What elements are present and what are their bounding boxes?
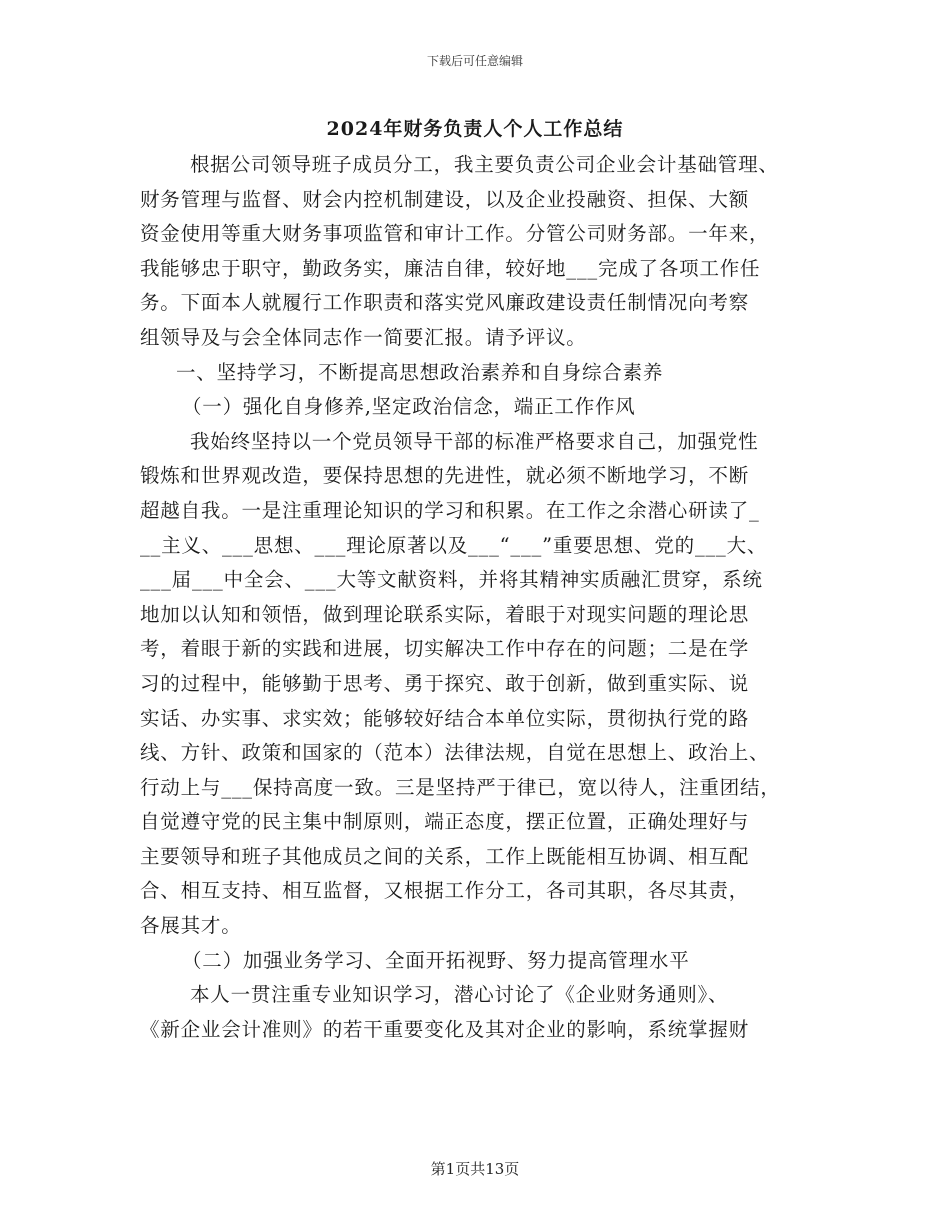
body-line: 组领导及与会全体同志作一简要汇报。请予评议。 <box>140 325 587 349</box>
header-note: 下载后可任意编辑 <box>426 54 523 68</box>
body-line: 务。下面本人就履行工作职责和落实党风廉政建设责任制情况向考察 <box>140 291 750 315</box>
body-line: 《新企业会计准则》的若干重要变化及其对企业的影响，系统掌握财 <box>140 1017 750 1041</box>
body-line: （二）加强业务学习、全面开拓视野、努力提高管理水平 <box>182 948 690 972</box>
body-line: 资金使用等重大财务事项监管和审计工作。分管公司财务部。一年来， <box>140 222 770 246</box>
body-line: （一）强化自身修养,坚定政治信念，端正工作作风 <box>182 395 636 419</box>
body-line: 合、相互支持、相互监督，又根据工作分工，各司其职，各尽其责， <box>140 879 750 903</box>
body-line: 线、方针、政策和国家的（范本）法律法规，自觉在思想上、政治上、 <box>140 741 770 765</box>
body-line: 我始终坚持以一个党员领导干部的标准严格要求自己，加强党性 <box>190 429 759 453</box>
document-body <box>140 148 820 1047</box>
body-line: 超越自我。一是注重理论知识的学习和积累。在工作之余潜心研读了_ <box>140 498 760 522</box>
page-number: 第1页共13页 <box>430 1160 520 1178</box>
body-line: 一、坚持学习，不断提高思想政治素养和自身综合素养 <box>176 360 664 384</box>
body-line: 行动上与___保持高度一致。三是坚持严于律已，宽以待人，注重团结， <box>140 775 781 799</box>
body-line: 实话、办实事、求实效；能够较好结合本单位实际，贯彻执行党的路 <box>140 706 750 730</box>
body-line: 本人一贯注重专业知识学习，潜心讨论了《企业财务通则》、 <box>190 983 729 1007</box>
body-line: ___届___中全会、___大等文献资料，并将其精神实质融汇贯穿，系统 <box>140 568 763 592</box>
body-line: 地加以认知和领悟，做到理论联系实际，着眼于对现实问题的理论思 <box>140 602 750 626</box>
body-line: 考，着眼于新的实践和进展，切实解决工作中存在的问题；二是在学 <box>140 637 750 661</box>
body-line: 自觉遵守党的民主集中制原则，端正态度，摆正位置，正确处理好与 <box>140 810 750 834</box>
document-title: 2024年财务负责人个人工作总结 <box>326 118 624 140</box>
body-line: 锻炼和世界观改造，要保持思想的先进性，就必须不断地学习，不断 <box>140 464 750 488</box>
body-line: 根据公司领导班子成员分工，我主要负责公司企业会计基础管理、 <box>190 153 779 176</box>
body-line: 习的过程中，能够勤于思考、勇于探究、敢于创新，做到重实际、说 <box>140 671 750 695</box>
body-line: 主要领导和班子其他成员之间的关系，工作上既能相互协调、相互配 <box>140 844 750 868</box>
body-line: 财务管理与监督、财会内控机制建设，以及企业投融资、担保、大额 <box>140 187 750 211</box>
body-line: 各展其才。 <box>140 914 242 938</box>
body-line: 我能够忠于职守，勤政务实，廉洁自律，较好地___完成了各项工作任 <box>140 256 761 280</box>
body-line: __主义、___思想、___理论原著以及___“___”重要思想、党的___大、 <box>140 533 768 557</box>
